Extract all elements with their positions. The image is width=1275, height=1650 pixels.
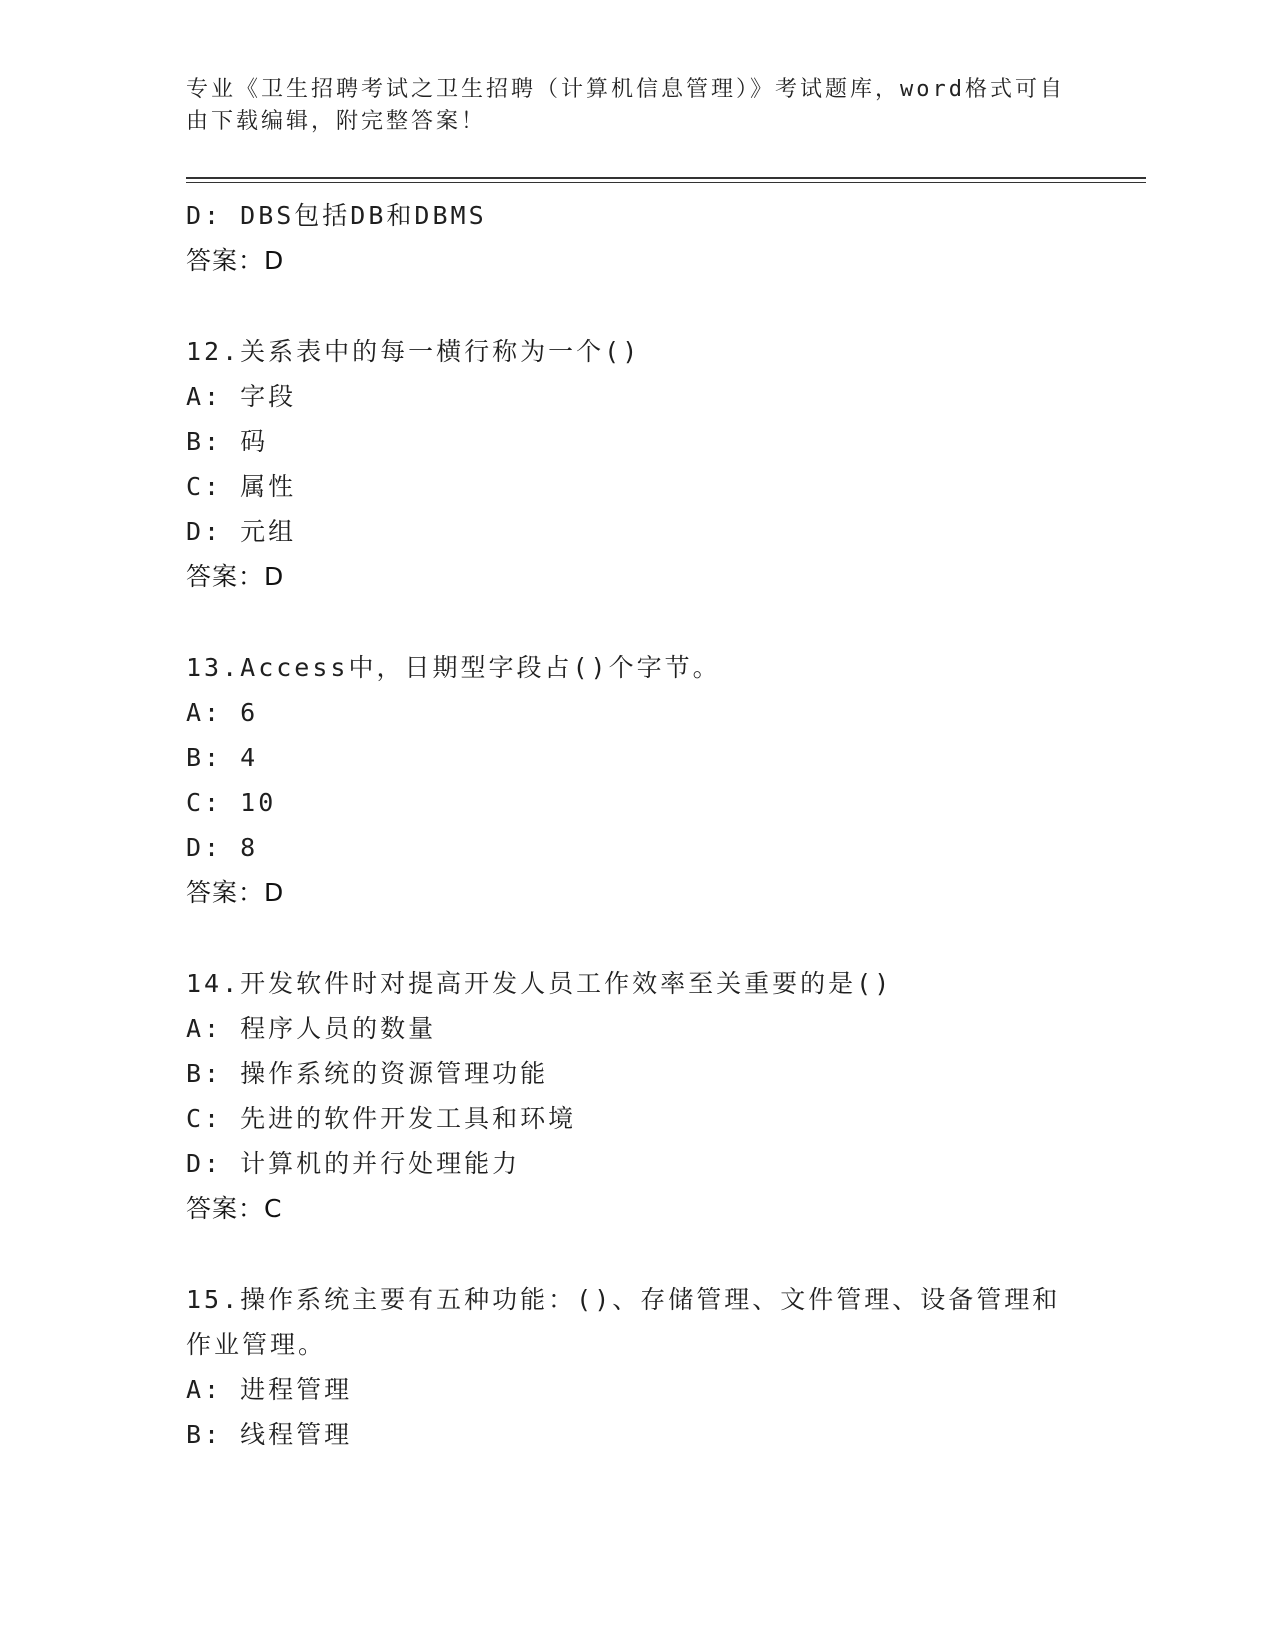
question-stem: 14.开发软件时对提高开发人员工作效率至关重要的是()	[186, 969, 893, 998]
answer: 答案：D	[186, 246, 285, 275]
question-stem: 13.Access中，日期型字段占()个字节。	[186, 653, 721, 682]
header-divider-thin	[186, 182, 1146, 183]
option-c: C: 10	[186, 788, 277, 817]
option-d: D: 元组	[186, 517, 297, 546]
header-divider	[186, 177, 1146, 179]
question-stem: 15.操作系统主要有五种功能：()、存储管理、文件管理、设备管理和作业管理。	[186, 1285, 1061, 1359]
option-c: C: 先进的软件开发工具和环境	[186, 1104, 577, 1133]
option-b: B: 4	[186, 743, 259, 772]
option-a: A: 6	[186, 698, 259, 727]
option-d: D: DBS包括DB和DBMS	[186, 201, 487, 230]
option-d: D: 计算机的并行处理能力	[186, 1149, 521, 1178]
option-b: B: 码	[186, 427, 269, 456]
option-d: D: 8	[186, 833, 259, 862]
option-b: B: 线程管理	[186, 1420, 353, 1449]
answer: 答案：C	[186, 1194, 283, 1223]
question-list	[186, 193, 1086, 1457]
answer: 答案：D	[186, 562, 285, 591]
question-15	[186, 1277, 1086, 1457]
question-stem: 12.关系表中的每一横行称为一个()	[186, 337, 641, 366]
document-header: 专业《卫生招聘考试之卫生招聘（计算机信息管理）》考试题库，word格式可自由下载编辑，附完整答案！	[186, 77, 1065, 134]
question-12	[186, 329, 1086, 599]
option-a: A: 字段	[186, 382, 297, 411]
option-c: C: 属性	[186, 472, 297, 501]
question-13	[186, 645, 1086, 915]
question-14	[186, 961, 1086, 1231]
answer: 答案：D	[186, 878, 285, 907]
option-b: B: 操作系统的资源管理功能	[186, 1059, 549, 1088]
option-a: A: 程序人员的数量	[186, 1014, 437, 1043]
option-a: A: 进程管理	[186, 1375, 353, 1404]
